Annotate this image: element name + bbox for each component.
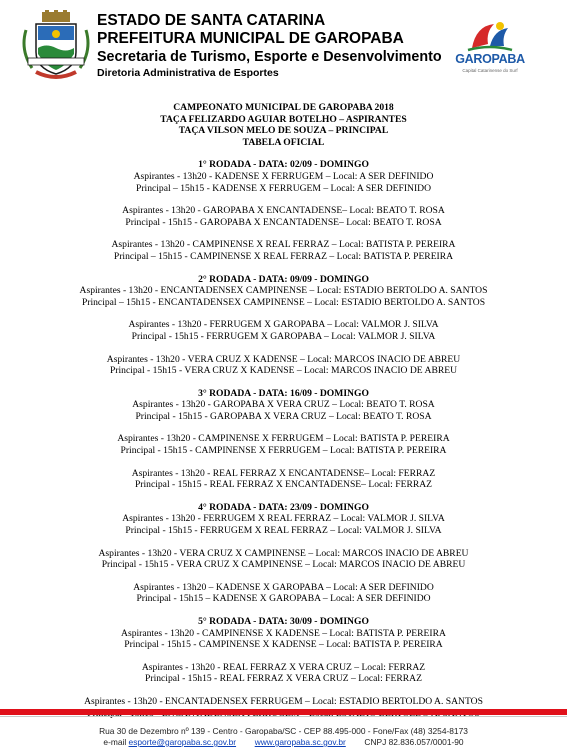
match-block [0, 433, 567, 456]
municipal-coat-of-arms-icon [22, 10, 90, 82]
aspirantes-fixture: Aspirantes - 13h20 - FERRUGEM X GAROPABA – Local: VALMOR J. SILVA [128, 319, 439, 331]
cnpj-number: CNPJ 82.836.057/0001-90 [364, 737, 464, 747]
match-block [0, 468, 567, 491]
aspirantes-fixture: Aspirantes - 13h20 - CAMPINENSE X KADENSE – Local: BATISTA P. PEREIRA [121, 627, 446, 639]
aspirantes-fixture: Aspirantes - 13h20 - FERRUGEM X REAL FERRAZ – Local: VALMOR J. SILVA [122, 513, 445, 525]
match-block [0, 239, 567, 262]
round-title: 1° RODADA - DATA: 02/09 - DOMINGO [198, 159, 369, 171]
aspirantes-fixture: Aspirantes - 13h20 - VERA CRUZ X CAMPINENSE – Local: MARCOS INACIO DE ABREU [98, 547, 469, 559]
aspirantes-fixture: Aspirantes - 13h20 – KADENSE X GAROPABA – Local: A SER DEFINIDO [133, 581, 434, 593]
round-2 [0, 274, 567, 377]
principal-fixture: Principal - 15h15 - FERRUGEM X REAL FERRAZ – Local: VALMOR J. SILVA [125, 525, 442, 537]
aspirantes-fixture: Aspirantes - 13h20 - GAROPABA X ENCANTADENSE– Local: BEATO T. ROSA [122, 205, 445, 217]
letterhead-text [97, 12, 442, 80]
footer-address: Rua 30 de Dezembro nº 139 - Centro - Garopaba/SC - CEP 88.495-000 - Fone/Fax (48) 3254-8173 [99, 726, 468, 736]
aspirantes-fixture: Aspirantes - 13h20 - ENCANTADENSEX FERRUGEM – Local: ESTADIO BERTOLDO A. SANTOS [84, 695, 483, 707]
round-title: 2° RODADA - DATA: 09/09 - DOMINGO [198, 273, 369, 285]
schedule-document [0, 102, 567, 719]
footer [0, 726, 567, 748]
email-link[interactable]: esporte@garopaba.sc.gov.br [128, 737, 237, 747]
trophy-aspirantes: TAÇA FELIZARDO AGUIAR BOTELHO – ASPIRANTES [160, 113, 407, 125]
letterhead [0, 0, 567, 100]
principal-fixture: Principal - 15h15 - CAMPINENSE X FERRUGEM – Local: BATISTA P. PEREIRA [120, 445, 447, 457]
principal-fixture: Principal – 15h15 - CAMPINENSE X REAL FERRAZ – Local: BATISTA P. PEREIRA [113, 250, 454, 262]
round-5 [0, 616, 567, 719]
principal-fixture: Principal - 15h15 – KADENSE X GAROPABA – Local: A SER DEFINIDO [136, 593, 431, 605]
aspirantes-fixture: Aspirantes - 13h20 - ENCANTADENSEX CAMPINENSE – Local: ESTADIO BERTOLDO A. SANTOS [79, 285, 488, 297]
round-title: 4° RODADA - DATA: 23/09 - DOMINGO [198, 501, 369, 513]
principal-fixture: Principal - 15h15 - CAMPINENSE X KADENSE – Local: BATISTA P. PEREIRA [124, 639, 443, 651]
match-block [0, 171, 567, 194]
footer-divider [0, 709, 567, 715]
match-block [0, 205, 567, 228]
principal-fixture: Principal - 15h15 - REAL FERRAZ X VERA CRUZ – Local: FERRAZ [145, 673, 422, 685]
match-block [0, 662, 567, 685]
secretariat-name: Secretaria de Turismo, Esporte e Desenvolvimento [97, 49, 442, 65]
principal-fixture: Principal - 15h15 - GAROPABA X VERA CRUZ – Local: BEATO T. ROSA [135, 410, 432, 422]
logo-tagline: Capital Catarinense do Surf [462, 68, 518, 73]
principal-fixture: Principal - 15h15 - VERA CRUZ X KADENSE – Local: MARCOS INACIO DE ABREU [109, 365, 458, 377]
official-table-label: TABELA OFICIAL [242, 136, 325, 148]
match-block [0, 582, 567, 605]
round-4 [0, 502, 567, 605]
document-title [0, 102, 567, 148]
aspirantes-fixture: Aspirantes - 13h20 - CAMPINENSE X REAL FERRAZ – Local: BATISTA P. PEREIRA [111, 239, 456, 251]
match-block [0, 548, 567, 571]
principal-fixture: Principal - 15h15 - REAL FERRAZ X ENCANTADENSE– Local: FERRAZ [134, 479, 433, 491]
principal-fixture: Principal – 15h15 - KADENSE X FERRUGEM – Local: A SER DEFINIDO [136, 182, 431, 194]
match-block [0, 399, 567, 422]
aspirantes-fixture: Aspirantes - 13h20 - REAL FERRAZ X ENCANTADENSE– Local: FERRAZ [131, 467, 436, 479]
round-title: 5° RODADA - DATA: 30/09 - DOMINGO [198, 616, 369, 627]
round-3 [0, 388, 567, 491]
state-name: ESTADO DE SANTA CATARINA [97, 12, 326, 29]
match-block [0, 354, 567, 377]
trophy-principal: TAÇA VILSON MELO DE SOUZA – PRINCIPAL [178, 125, 389, 137]
aspirantes-fixture: Aspirantes - 13h20 - REAL FERRAZ X VERA CRUZ – Local: FERRAZ [141, 661, 426, 673]
match-block [0, 628, 567, 651]
website-link[interactable]: www.garopaba.sc.gov.br [254, 737, 346, 747]
garopaba-logo [450, 18, 530, 80]
match-block [0, 319, 567, 342]
aspirantes-fixture: Aspirantes - 13h20 - KADENSE X FERRUGEM – Local: A SER DEFINIDO [133, 170, 434, 182]
principal-fixture: Principal - 15h15 - GAROPABA X ENCANTADENSE– Local: BEATO T. ROSA [125, 216, 442, 228]
prefecture-name: PREFEITURA MUNICIPAL DE GAROPABA [97, 30, 404, 47]
logo-wordmark: GAROPABA [455, 52, 525, 66]
principal-fixture: Principal – 15h15 - ENCANTADENSEX CAMPINENSE – Local: ESTADIO BERTOLDO A. SANTOS [81, 296, 486, 308]
footer-contacts [0, 737, 567, 748]
principal-fixture: Principal - 15h15 - VERA CRUZ X CAMPINENSE – Local: MARCOS INACIO DE ABREU [101, 559, 466, 571]
aspirantes-fixture: Aspirantes - 13h20 - VERA CRUZ X KADENSE – Local: MARCOS INACIO DE ABREU [106, 353, 461, 365]
round-title: 3° RODADA - DATA: 16/09 - DOMINGO [198, 387, 369, 399]
aspirantes-fixture: Aspirantes - 13h20 - CAMPINENSE X FERRUGEM – Local: BATISTA P. PEREIRA [117, 433, 450, 445]
match-block [0, 285, 567, 308]
directorate-name: Diretoria Administrativa de Esportes [97, 67, 279, 79]
aspirantes-fixture: Aspirantes - 13h20 - GAROPABA X VERA CRUZ – Local: BEATO T. ROSA [132, 399, 435, 411]
principal-fixture: Principal - 15h15 - FERRUGEM X GAROPABA – Local: VALMOR J. SILVA [131, 330, 436, 342]
footer-divider-thin [0, 716, 567, 717]
match-block [0, 513, 567, 536]
email-label: e-mail [103, 737, 127, 747]
garopaba-logo-icon [450, 18, 530, 54]
championship-title: CAMPEONATO MUNICIPAL DE GAROPABA 2018 [173, 102, 394, 113]
round-1 [0, 159, 567, 262]
